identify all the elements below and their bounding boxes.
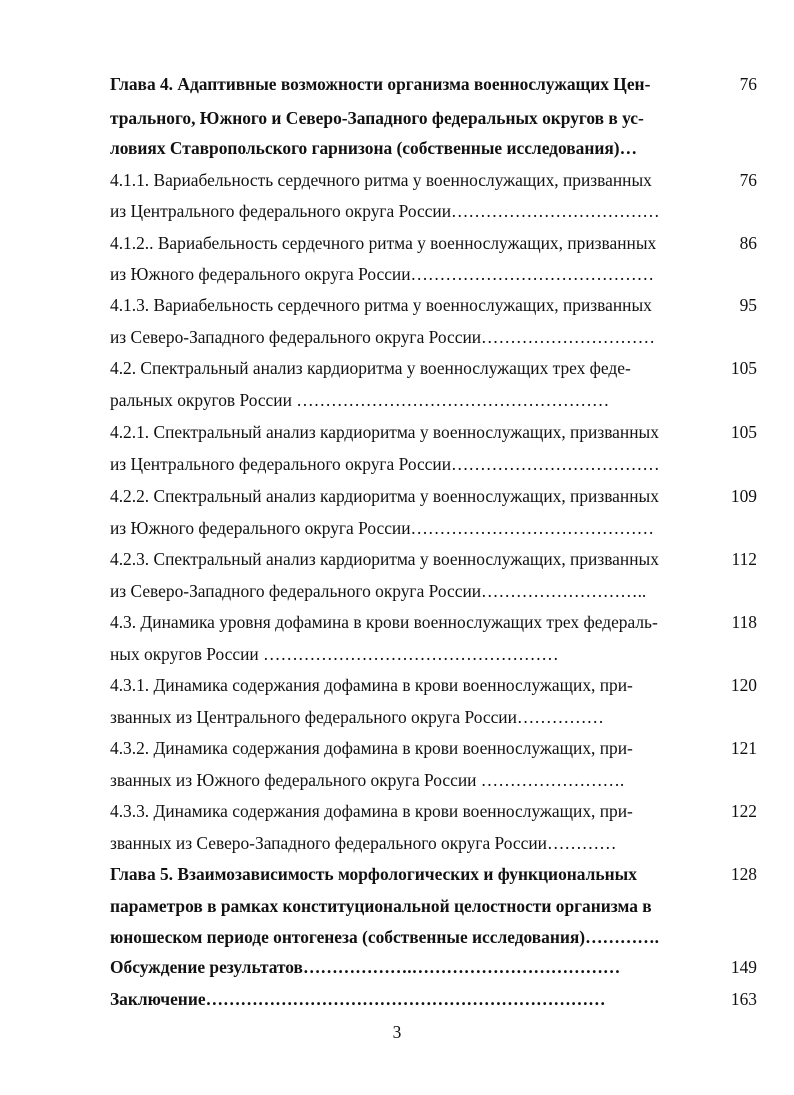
- toc-line: 4.2.2. Спектральный анализ кардиоритма у военнослужащих, призванных: [110, 486, 659, 506]
- toc-line: из Южного федерального округа России……………………………………: [110, 264, 655, 284]
- toc-line: 4.1.3. Вариабельность сердечного ритма у военнослужащих, призванных: [110, 295, 652, 315]
- toc-line: Заключение……………………………………………………………: [110, 989, 606, 1009]
- toc-line: ральных округов России ………………………………………………: [110, 390, 610, 410]
- toc-page-number: 112: [731, 549, 757, 569]
- toc-line: ных округов России ……………………………………………: [110, 644, 559, 664]
- toc-line: Глава 5. Взаимозависимость морфологических и функциональных: [110, 864, 637, 884]
- toc-page-number: 76: [739, 74, 757, 94]
- toc-page-number: 105: [730, 422, 757, 442]
- toc-line: 4.2.3. Спектральный анализ кардиоритма у военнослужащих, призванных: [110, 549, 659, 569]
- toc-line: Глава 4. Адаптивные возможности организма военнослужащих Цен-: [110, 74, 651, 94]
- toc-page-number: 121: [730, 738, 757, 758]
- toc-page-number: 109: [730, 486, 757, 506]
- toc-page-number: 86: [739, 233, 757, 253]
- toc-page-number: 120: [730, 675, 757, 695]
- toc-line: 4.3.1. Динамика содержания дофамина в крови военнослужащих, при-: [110, 675, 633, 695]
- toc-line: из Северо-Западного федерального округа России………………………..: [110, 581, 647, 601]
- toc-page-number: 105: [730, 358, 757, 378]
- toc-line: ловиях Ставропольского гарнизона (собственные исследования)…: [110, 138, 637, 158]
- toc-line: званных из Южного федерального округа России …………………….: [110, 770, 625, 790]
- toc-line: званных из Центрального федерального округа России……………: [110, 707, 604, 727]
- toc-line: 4.3.2. Динамика содержания дофамина в крови военнослужащих, при-: [110, 738, 633, 758]
- toc-line: из Южного федерального округа России……………………………………: [110, 518, 655, 538]
- toc-line: 4.3. Динамика уровня дофамина в крови военнослужащих трех федераль-: [110, 612, 658, 632]
- toc-page-number: 122: [730, 801, 757, 821]
- toc-line: юношеском периоде онтогенеза (собственные исследования)………….: [110, 927, 660, 947]
- toc-page-number: 76: [739, 170, 757, 190]
- toc-page-number: 163: [730, 989, 757, 1009]
- toc-line: 4.1.2.. Вариабельность сердечного ритма у военнослужащих, призванных: [110, 233, 657, 253]
- page-number: 3: [392, 1022, 402, 1042]
- toc-line: из Центрального федерального округа России………………………………: [110, 454, 660, 474]
- toc-line: трального, Южного и Северо-Западного федеральных округов в ус-: [110, 108, 644, 128]
- toc-line: параметров в рамках конституциональной целостности организма в: [110, 896, 652, 916]
- toc-line: 4.1.1. Вариабельность сердечного ритма у военнослужащих, призванных: [110, 170, 652, 190]
- toc-line: 4.2.1. Спектральный анализ кардиоритма у военнослужащих, призванных: [110, 422, 659, 442]
- toc-line: 4.3.3. Динамика содержания дофамина в крови военнослужащих, при-: [110, 801, 633, 821]
- toc-line: 4.2. Спектральный анализ кардиоритма у военнослужащих трех феде-: [110, 358, 631, 378]
- toc-page-number: 128: [730, 864, 757, 884]
- toc-line: званных из Северо-Западного федерального округа России…………: [110, 833, 617, 853]
- toc-page-number: 118: [731, 612, 757, 632]
- toc-page-number: 95: [739, 295, 757, 315]
- toc-page-number: 149: [730, 957, 757, 977]
- toc-line: из Северо-Западного федерального округа России…………………………: [110, 327, 655, 347]
- toc-line: из Центрального федерального округа России………………………………: [110, 201, 660, 221]
- toc-line: Обсуждение результатов……………….………………………………: [110, 957, 621, 977]
